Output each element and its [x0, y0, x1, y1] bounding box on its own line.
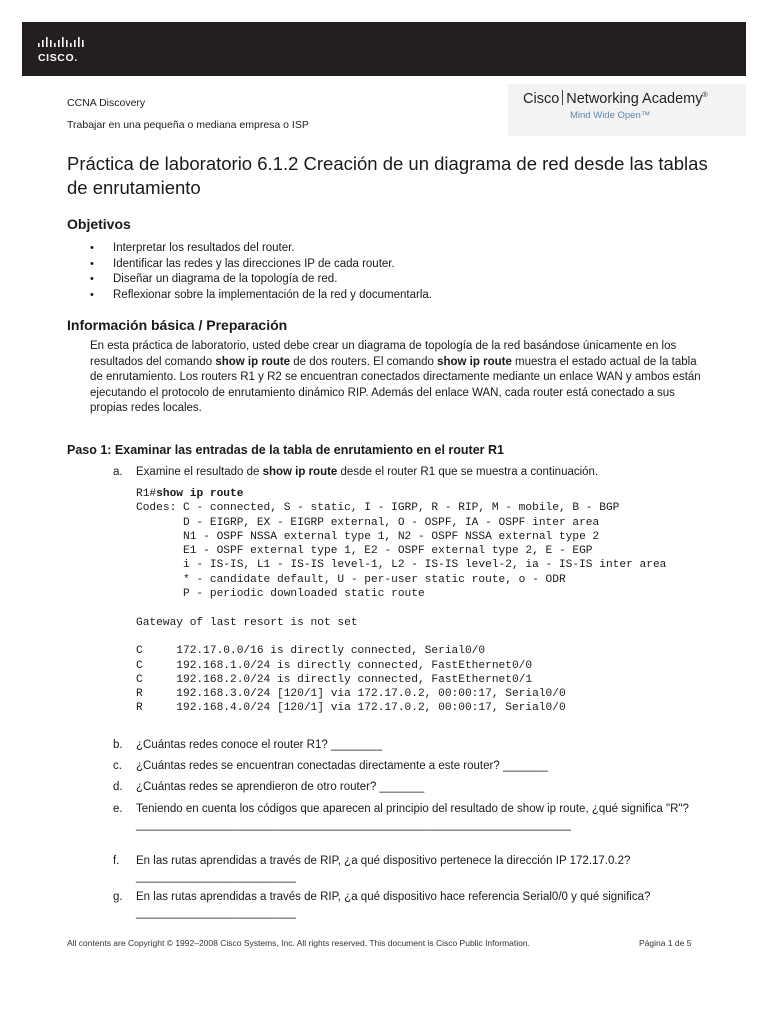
item-letter: e.: [113, 803, 123, 815]
code-line: D - EIGRP, EX - EIGRP external, O - OSPF, IA - OSPF inter area: [136, 516, 600, 529]
answer-blank: ____________________________________________________________________: [136, 818, 571, 831]
code-line: E1 - OSPF external type 1, E2 - OSPF external type 2, E - EGP: [136, 545, 593, 558]
objective-item: • Diseñar un diagrama de la topología de red.: [90, 272, 432, 288]
item-letter: d.: [113, 781, 123, 793]
registered-mark: ®: [702, 92, 708, 100]
academy-wordmark: [523, 90, 708, 107]
answer-blank: _________________________: [136, 870, 296, 883]
router-output: [136, 487, 666, 716]
code-line: i - IS-IS, L1 - IS-IS level-1, L2 - IS-IS level-2, ia - IS-IS inter area: [136, 559, 667, 572]
code-line: * - candidate default, U - per-user static route, o - ODR: [136, 573, 566, 586]
background-heading: Información básica / Preparación: [67, 317, 288, 333]
question-text-block: [136, 854, 711, 885]
footer-copyright: All contents are Copyright © 1992–2008 Cisco Systems, Inc. All rights reserved. This document is Cisco Public Information.: [67, 938, 530, 948]
text-segment: Examine el resultado de: [136, 466, 263, 478]
question-text: ¿Cuántas redes se aprendieron de otro router? _______: [136, 781, 425, 793]
top-banner: [22, 22, 746, 76]
paragraph-text: muestra el estado actual de la tabla de enrutamiento. Los routers R1 y R2 se encuentran conectados directamente mediante un enlace WAN y ambos están ejecutando el protocolo de enrutamiento dinámico RIP. Además del enlace WAN, cada router está conectado a sus propias redes locales.: [90, 355, 701, 414]
academy-tagline: Mind Wide Open™: [570, 110, 651, 121]
command-text: show ip route: [262, 466, 338, 478]
command-text: show ip route: [215, 355, 291, 368]
background-paragraph: [90, 339, 710, 417]
question-text: ¿Cuántas redes se encuentran conectadas directamente a este router? _______: [136, 760, 548, 772]
code-line: R 192.168.4.0/24 [120/1] via 172.17.0.2, 00:00:17, Serial0/0: [136, 702, 566, 715]
code-line: P - periodic downloaded static route: [136, 588, 425, 601]
paragraph-text: de dos routers. El comando: [290, 355, 438, 368]
course-name: CCNA Discovery: [67, 97, 146, 109]
item-letter: c.: [113, 760, 122, 772]
paragraph-text: En esta práctica de laboratorio, usted debe crear un diagrama de topología de la red basándose únicamente en los resultados del comando: [90, 340, 677, 368]
academy-name-left: Cisco: [523, 91, 560, 107]
question-text-block: [136, 802, 711, 833]
svg-text:CISCO.: CISCO.: [38, 52, 78, 64]
code-line: C 192.168.1.0/24 is directly connected, FastEthernet0/0: [136, 659, 533, 672]
code-line: R 192.168.3.0/24 [120/1] via 172.17.0.2, 00:00:17, Serial0/0: [136, 688, 566, 701]
objective-item: • Identificar las redes y las direcciones IP de cada router.: [90, 257, 432, 273]
objective-item: • Interpretar los resultados del router.: [90, 241, 432, 257]
text-segment: desde el router R1 que se muestra a continuación.: [337, 466, 599, 478]
objectives-heading: Objetivos: [67, 216, 131, 232]
page-title: Práctica de laboratorio 6.1.2 Creación de un diagrama de red desde las tablas de enrutamiento: [67, 153, 708, 198]
answer-blank: _________________________: [136, 906, 296, 919]
question-text-block: [136, 890, 711, 921]
cli-command: show ip route: [156, 488, 244, 500]
code-line: N1 - OSPF NSSA external type 1, N2 - OSPF NSSA external type 2: [136, 530, 600, 543]
footer-page-number: Página 1 de 5: [639, 938, 692, 948]
code-line: C 192.168.2.0/24 is directly connected, FastEthernet0/1: [136, 673, 533, 686]
networking-academy-logo: [508, 84, 746, 136]
item-letter: g.: [113, 891, 123, 903]
item-letter: a.: [113, 466, 123, 478]
question-text: En las rutas aprendidas a través de RIP, ¿a qué dispositivo pertenece la dirección IP 172.17.0.2?: [136, 855, 631, 867]
course-subtitle: Trabajar en una pequeña o mediana empresa o ISP: [67, 119, 309, 131]
question-text: En las rutas aprendidas a través de RIP, ¿a qué dispositivo hace referencia Serial0/0 y qué significa?: [136, 891, 651, 903]
command-text: show ip route: [437, 355, 512, 368]
code-line: Gateway of last resort is not set: [136, 616, 358, 629]
logo-divider: [562, 90, 563, 105]
academy-name-right: Networking Academy: [566, 91, 703, 107]
item-letter: f.: [113, 855, 120, 867]
objective-item: • Reflexionar sobre la implementación de la red y documentarla.: [90, 288, 432, 304]
code-line: C 172.17.0.0/16 is directly connected, Serial0/0: [136, 645, 486, 658]
question-text: ¿Cuántas redes conoce el router R1? ________: [136, 739, 383, 751]
item-text: [136, 465, 711, 481]
step1-heading: Paso 1: Examinar las entradas de la tabla de enrutamiento en el router R1: [67, 443, 504, 457]
cisco-logo: [36, 35, 96, 65]
item-letter: b.: [113, 739, 123, 751]
code-line: Codes: C - connected, S - static, I - IGRP, R - RIP, M - mobile, B - BGP: [136, 502, 620, 515]
question-text: Teniendo en cuenta los códigos que aparecen al principio del resultado de show ip route, ¿qué significa "R"?: [136, 803, 689, 815]
cli-prompt: R1#: [136, 488, 157, 500]
objectives-list: [90, 241, 432, 303]
